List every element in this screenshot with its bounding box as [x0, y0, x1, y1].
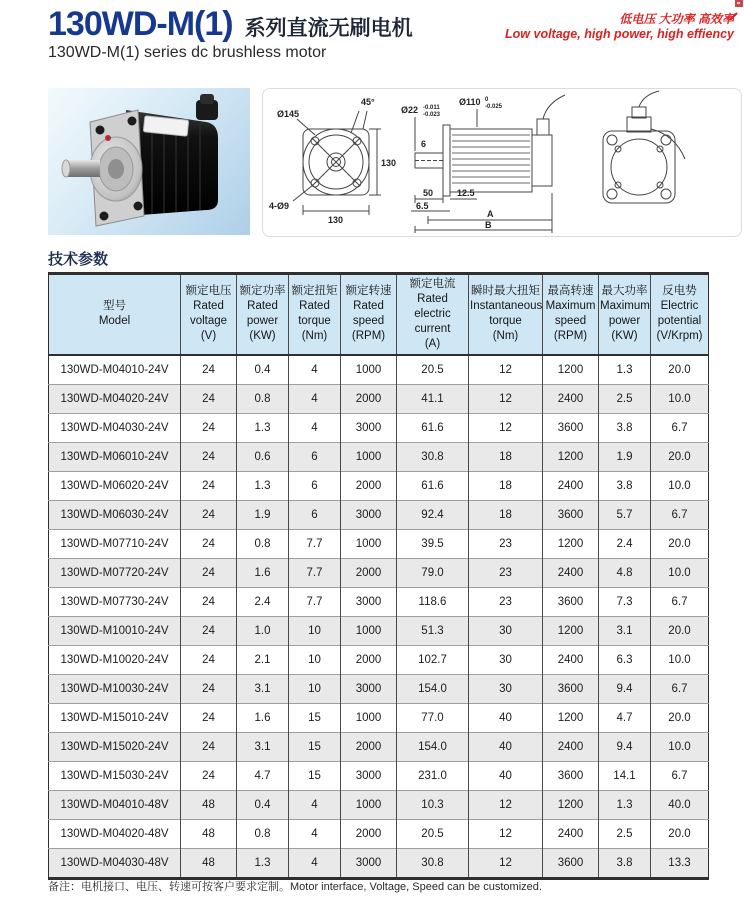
table-cell: 12 — [469, 355, 543, 385]
table-cell: 2000 — [341, 558, 397, 587]
table-row — [49, 500, 709, 529]
table-cell: 7.7 — [289, 587, 341, 616]
table-cell: 4 — [289, 384, 341, 413]
table-cell: 30 — [469, 674, 543, 703]
table-cell: 24 — [181, 703, 237, 732]
dim-label-6-5: 6.5 — [416, 201, 429, 211]
dim-label-4d9: 4-Ø9 — [269, 201, 290, 211]
table-cell: 20.0 — [651, 819, 709, 848]
table-row — [49, 645, 709, 674]
table-cell: 4.7 — [237, 761, 289, 790]
column-header: 额定电压 Rated voltage (V) — [181, 274, 237, 355]
table-cell: 20.0 — [651, 529, 709, 558]
table-cell: 10 — [289, 645, 341, 674]
table-cell: 130WD-M04010-48V — [49, 790, 181, 819]
table-cell: 231.0 — [397, 761, 469, 790]
column-header: 额定功率 Rated power (KW) — [237, 274, 289, 355]
table-cell: 6 — [289, 442, 341, 471]
table-cell: 30.8 — [397, 442, 469, 471]
table-cell: 24 — [181, 355, 237, 385]
table-cell: 2400 — [543, 384, 599, 413]
table-cell: 3.8 — [599, 848, 651, 878]
table-cell: 23 — [469, 558, 543, 587]
table-cell: 3.8 — [599, 413, 651, 442]
table-cell: 5.7 — [599, 500, 651, 529]
table-cell: 20.0 — [651, 616, 709, 645]
table-cell: 3000 — [341, 761, 397, 790]
table-cell: 2400 — [543, 645, 599, 674]
table-cell: 4 — [289, 819, 341, 848]
table-cell: 6.7 — [651, 761, 709, 790]
table-cell: 4.8 — [599, 558, 651, 587]
table-cell: 24 — [181, 587, 237, 616]
table-cell: 4.7 — [599, 703, 651, 732]
table-row — [49, 558, 709, 587]
table-cell: 3600 — [543, 761, 599, 790]
table-cell: 3.1 — [237, 674, 289, 703]
table-cell: 24 — [181, 500, 237, 529]
table-cell: 40 — [469, 732, 543, 761]
table-cell: 4 — [289, 848, 341, 878]
table-cell: 24 — [181, 558, 237, 587]
table-cell: 24 — [181, 442, 237, 471]
table-cell: 1.6 — [237, 558, 289, 587]
dim-label-50: 50 — [423, 188, 434, 198]
column-header: 反电势 Electric potential (V/Krpm) — [651, 274, 709, 355]
table-row — [49, 732, 709, 761]
table-cell: 2.4 — [599, 529, 651, 558]
table-cell: 3600 — [543, 587, 599, 616]
table-cell: 24 — [181, 471, 237, 500]
dim-label-12-5: 12.5 — [457, 188, 475, 198]
table-cell: 20.0 — [651, 355, 709, 385]
table-cell: 0.4 — [237, 790, 289, 819]
table-cell: 14.1 — [599, 761, 651, 790]
table-row — [49, 761, 709, 790]
table-cell: 3.1 — [599, 616, 651, 645]
table-cell: 130WD-M04030-24V — [49, 413, 181, 442]
table-cell: 0.8 — [237, 819, 289, 848]
table-row — [49, 819, 709, 848]
table-cell: 102.7 — [397, 645, 469, 674]
table-cell: 130WD-M06020-24V — [49, 471, 181, 500]
column-header: 最大功率 Maximum power (KW) — [599, 274, 651, 355]
table-cell: 9.4 — [599, 674, 651, 703]
table-cell: 130WD-M15030-24V — [49, 761, 181, 790]
table-cell: 10.0 — [651, 558, 709, 587]
dim-label-shaft-tol-lower: -0.023 — [423, 112, 441, 118]
tagline-cn: 低电压 大功率 高效率 — [619, 12, 734, 26]
table-cell: 1000 — [341, 703, 397, 732]
table-cell: 118.6 — [397, 587, 469, 616]
table-cell: 23 — [469, 529, 543, 558]
table-cell: 18 — [469, 442, 543, 471]
table-cell: 130WD-M04030-48V — [49, 848, 181, 878]
spec-table-header-row — [49, 274, 709, 355]
table-cell: 24 — [181, 413, 237, 442]
table-cell: 40.0 — [651, 790, 709, 819]
table-cell: 40 — [469, 761, 543, 790]
table-cell: 6.3 — [599, 645, 651, 674]
table-cell: 24 — [181, 616, 237, 645]
motor-photo-art — [48, 88, 250, 235]
table-row — [49, 442, 709, 471]
table-cell: 1200 — [543, 790, 599, 819]
dim-label-shaft-dia: Ø22 — [401, 105, 419, 115]
table-cell: 130WD-M15010-24V — [49, 703, 181, 732]
table-cell: 1200 — [543, 616, 599, 645]
front-view-drawing — [293, 111, 381, 215]
table-row — [49, 674, 709, 703]
table-cell: 24 — [181, 529, 237, 558]
table-cell: 30.8 — [397, 848, 469, 878]
table-cell: 0.8 — [237, 529, 289, 558]
table-cell: 4 — [289, 790, 341, 819]
table-cell: 15 — [289, 761, 341, 790]
dim-label-pilot-dia: Ø110 — [459, 97, 481, 107]
page-title-series-cn: 系列直流无刷电机 — [244, 17, 413, 40]
table-cell: 79.0 — [397, 558, 469, 587]
table-cell: 12 — [469, 413, 543, 442]
table-cell: 15 — [289, 703, 341, 732]
motor-photo — [48, 88, 250, 235]
table-cell: 1.3 — [237, 471, 289, 500]
table-cell: 1200 — [543, 529, 599, 558]
table-cell: 154.0 — [397, 674, 469, 703]
table-cell: 10.0 — [651, 732, 709, 761]
table-cell: 130WD-M15020-24V — [49, 732, 181, 761]
table-cell: 1200 — [543, 442, 599, 471]
table-cell: 23 — [469, 587, 543, 616]
footnote: 备注：电机接口、电压、转速可按客户要求定制。Motor interface, Voltage, Speed can be customized. — [48, 881, 542, 893]
table-cell: 10 — [289, 674, 341, 703]
table-cell: 12 — [469, 384, 543, 413]
table-cell: 130WD-M07710-24V — [49, 529, 181, 558]
table-cell: 154.0 — [397, 732, 469, 761]
table-cell: 1200 — [543, 703, 599, 732]
table-cell: 2000 — [341, 645, 397, 674]
table-cell: 24 — [181, 674, 237, 703]
table-cell: 1000 — [341, 790, 397, 819]
table-cell: 2.5 — [599, 384, 651, 413]
table-cell: 1.3 — [599, 355, 651, 385]
table-row — [49, 790, 709, 819]
table-cell: 1000 — [341, 442, 397, 471]
table-cell: 3600 — [543, 413, 599, 442]
table-cell: 3.8 — [599, 471, 651, 500]
table-cell: 30 — [469, 616, 543, 645]
dim-label-pilot-tol-lower: -0.025 — [485, 104, 503, 110]
column-header: 最高转速 Maximum speed (RPM) — [543, 274, 599, 355]
column-header: 额定电流 Rated electric current (A) — [397, 274, 469, 355]
table-cell: 20.0 — [651, 703, 709, 732]
table-cell: 1.0 — [237, 616, 289, 645]
table-cell: 130WD-M10010-24V — [49, 616, 181, 645]
table-cell: 130WD-M04020-24V — [49, 384, 181, 413]
table-cell: 130WD-M07720-24V — [49, 558, 181, 587]
table-cell: 1.3 — [237, 413, 289, 442]
table-cell: 3600 — [543, 674, 599, 703]
table-cell: 2000 — [341, 819, 397, 848]
table-cell: 2.4 — [237, 587, 289, 616]
table-cell: 30 — [469, 645, 543, 674]
table-cell: 15 — [289, 732, 341, 761]
table-cell: 1000 — [341, 355, 397, 385]
column-header: 额定转速 Rated speed (RPM) — [341, 274, 397, 355]
dim-label-key6: 6 — [421, 139, 427, 149]
table-cell: 1.6 — [237, 703, 289, 732]
table-cell: 4 — [289, 413, 341, 442]
table-cell: 130WD-M06030-24V — [49, 500, 181, 529]
table-cell: 6.7 — [651, 500, 709, 529]
tagline — [505, 12, 734, 43]
dim-label-pilot-tol-upper: 0 — [485, 97, 489, 103]
table-cell: 20.5 — [397, 819, 469, 848]
table-cell: 2400 — [543, 471, 599, 500]
table-cell: 10 — [289, 616, 341, 645]
table-cell: 3600 — [543, 848, 599, 878]
table-cell: 77.0 — [397, 703, 469, 732]
table-cell: 10.3 — [397, 790, 469, 819]
table-cell: 0.4 — [237, 355, 289, 385]
page-subtitle-en: 130WD-M(1) series dc brushless motor — [48, 44, 327, 62]
table-cell: 1.9 — [599, 442, 651, 471]
table-cell: 41.1 — [397, 384, 469, 413]
table-cell: 6.7 — [651, 674, 709, 703]
table-cell: 12 — [469, 790, 543, 819]
table-cell: 130WD-M10030-24V — [49, 674, 181, 703]
dim-label-45deg: 45° — [361, 97, 375, 107]
table-cell: 24 — [181, 761, 237, 790]
table-cell: 10.0 — [651, 645, 709, 674]
table-cell: 2.1 — [237, 645, 289, 674]
table-cell: 4 — [289, 355, 341, 385]
table-row — [49, 471, 709, 500]
table-cell: 2.5 — [599, 819, 651, 848]
table-cell: 130WD-M10020-24V — [49, 645, 181, 674]
table-cell: 2400 — [543, 732, 599, 761]
table-cell: 1.9 — [237, 500, 289, 529]
table-cell: 12 — [469, 819, 543, 848]
table-cell: 3000 — [341, 587, 397, 616]
table-cell: 0.6 — [237, 442, 289, 471]
tagline-en: Low voltage, high power, high effiency — [505, 27, 734, 41]
table-cell: 3000 — [341, 674, 397, 703]
table-cell: 13.3 — [651, 848, 709, 878]
table-cell: 130WD-M04020-48V — [49, 819, 181, 848]
table-row — [49, 413, 709, 442]
table-cell: 61.6 — [397, 471, 469, 500]
table-row — [49, 355, 709, 385]
page-header — [48, 6, 413, 62]
table-cell: 2000 — [341, 471, 397, 500]
table-row — [49, 529, 709, 558]
table-cell: 2000 — [341, 384, 397, 413]
table-cell: 7.7 — [289, 558, 341, 587]
table-cell: 6 — [289, 500, 341, 529]
table-cell: 40 — [469, 703, 543, 732]
table-cell: 1.3 — [599, 790, 651, 819]
column-header: 额定扭矩 Rated torque (Nm) — [289, 274, 341, 355]
table-cell: 92.4 — [397, 500, 469, 529]
table-cell: 9.4 — [599, 732, 651, 761]
table-row — [49, 384, 709, 413]
table-cell: 18 — [469, 500, 543, 529]
table-cell: 61.6 — [397, 413, 469, 442]
table-cell: 18 — [469, 471, 543, 500]
table-cell: 130WD-M07730-24V — [49, 587, 181, 616]
table-row — [49, 616, 709, 645]
table-cell: 1000 — [341, 529, 397, 558]
table-cell: 24 — [181, 645, 237, 674]
table-cell: 0.8 — [237, 384, 289, 413]
table-cell: 130WD-M06010-24V — [49, 442, 181, 471]
section-heading: 技术参数 — [48, 251, 109, 268]
table-cell: 2400 — [543, 819, 599, 848]
title-row — [48, 6, 413, 43]
column-header: 型号 Model — [49, 274, 181, 355]
spec-table — [48, 272, 709, 880]
dim-label-A: A — [487, 209, 494, 219]
table-cell: 3000 — [341, 413, 397, 442]
table-cell: 10.0 — [651, 471, 709, 500]
table-cell: 1000 — [341, 616, 397, 645]
table-cell: 48 — [181, 790, 237, 819]
column-header: 瞬时最大扭矩 Instantaneous torque (Nm) — [469, 274, 543, 355]
table-cell: 6.7 — [651, 413, 709, 442]
table-cell: 3.1 — [237, 732, 289, 761]
table-cell: 48 — [181, 848, 237, 878]
table-cell: 10.0 — [651, 384, 709, 413]
dim-label-shaft-tol-upper: -0.011 — [423, 105, 440, 111]
table-cell: 3000 — [341, 500, 397, 529]
table-cell: 20.0 — [651, 442, 709, 471]
dim-label-d145: Ø145 — [277, 109, 300, 119]
spec-table-head — [49, 274, 709, 355]
table-cell: 1.3 — [237, 848, 289, 878]
spec-table-body — [49, 355, 709, 879]
table-cell: 7.7 — [289, 529, 341, 558]
table-row — [49, 703, 709, 732]
corner-stamp-icon — [728, 0, 744, 29]
table-cell: 6 — [289, 471, 341, 500]
table-cell: 6.7 — [651, 587, 709, 616]
table-cell: 20.5 — [397, 355, 469, 385]
table-cell: 24 — [181, 732, 237, 761]
table-row — [49, 587, 709, 616]
table-cell: 51.3 — [397, 616, 469, 645]
technical-drawings — [262, 88, 742, 237]
rear-view-drawing — [603, 91, 685, 203]
table-cell: 39.5 — [397, 529, 469, 558]
table-row — [49, 848, 709, 878]
dim-label-B: B — [485, 220, 492, 230]
table-cell: 1200 — [543, 355, 599, 385]
table-cell: 3000 — [341, 848, 397, 878]
dim-label-width130: 130 — [328, 215, 344, 225]
table-cell: 3600 — [543, 500, 599, 529]
table-cell: 48 — [181, 819, 237, 848]
page-title-model: 130WD-M(1) — [48, 5, 233, 43]
table-cell: 7.3 — [599, 587, 651, 616]
table-cell: 2400 — [543, 558, 599, 587]
table-cell: 2000 — [341, 732, 397, 761]
table-cell: 130WD-M04010-24V — [49, 355, 181, 385]
table-cell: 24 — [181, 384, 237, 413]
table-cell: 12 — [469, 848, 543, 878]
dim-label-height130: 130 — [381, 158, 397, 168]
